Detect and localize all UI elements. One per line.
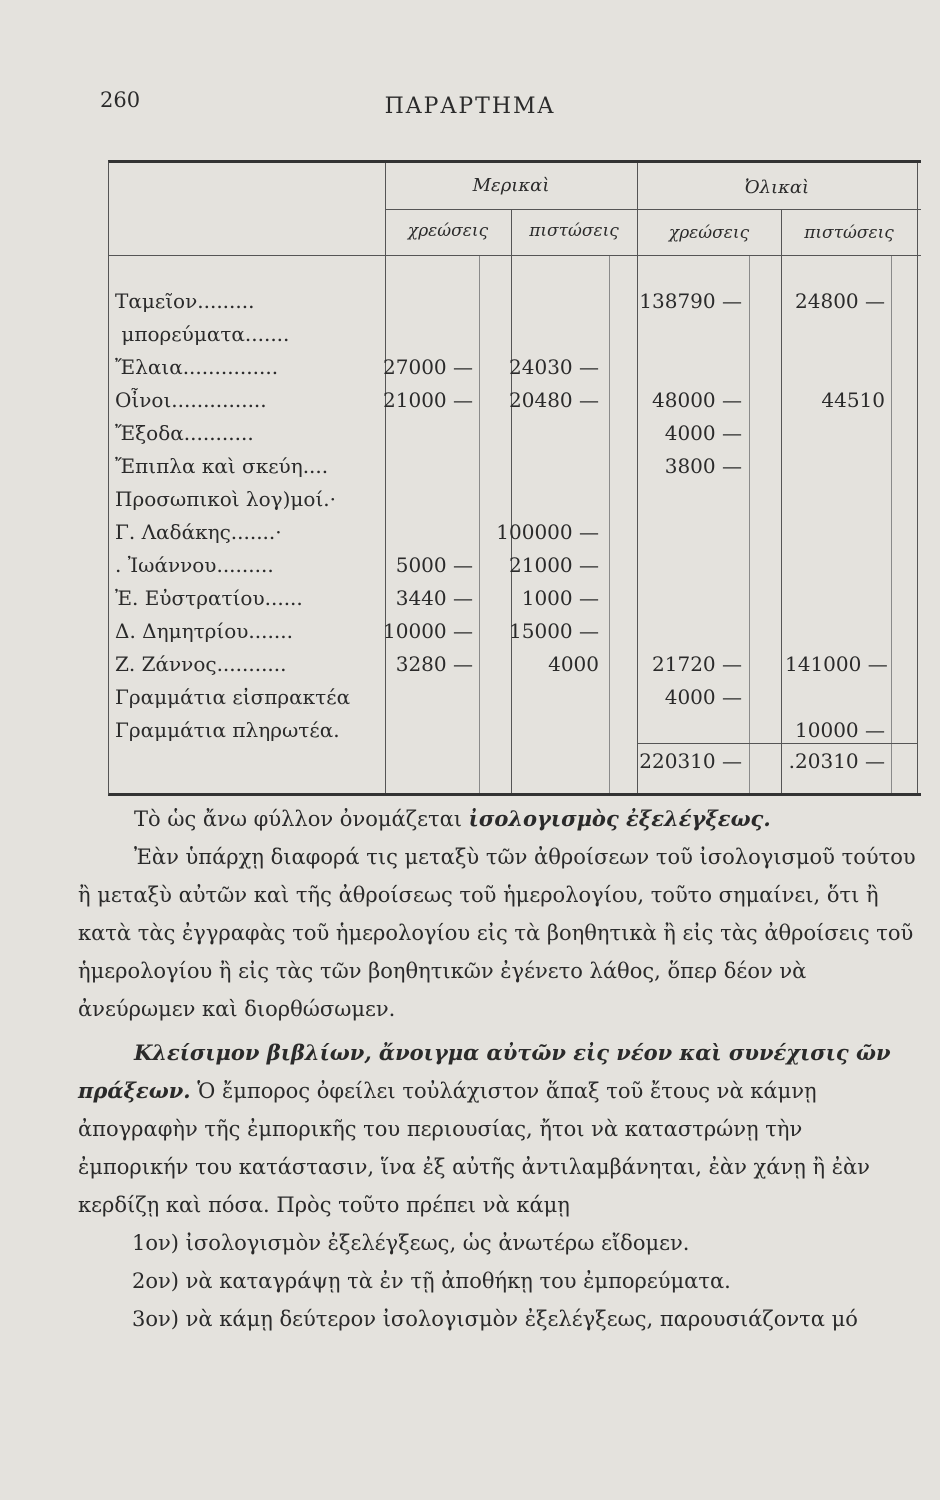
account-label: Ταμεῖον......... <box>115 289 255 313</box>
total-credit: 24800 — <box>795 289 885 313</box>
header-divider <box>385 209 921 210</box>
total-debit: 3800 — <box>664 454 742 478</box>
account-label: Δ. Δημητρίου....... <box>115 619 293 643</box>
partial-credit: 1000 — <box>521 586 599 610</box>
header-total: Ὀλικαὶ <box>744 177 810 198</box>
trial-balance-table <box>108 160 921 796</box>
header-partial-debits: χρεώσεις <box>407 221 489 241</box>
header-partial: Μερικαὶ <box>472 175 550 196</box>
partial-debit: 27000 — <box>383 355 473 379</box>
header-partial-credits: πιστώσεις <box>529 221 619 241</box>
table-row <box>109 487 921 520</box>
running-head: ΠΑΡΑΡΤΗΜΑ <box>384 94 556 119</box>
account-label: Ἔξοδα........... <box>115 421 254 445</box>
totals-row <box>109 749 921 782</box>
partial-debit: 10000 — <box>383 619 473 643</box>
total-credits-sum: .20310 — <box>788 749 885 773</box>
partial-debit: 21000 — <box>383 388 473 412</box>
total-debit: 48000 — <box>652 388 742 412</box>
table-row <box>109 619 921 652</box>
account-label: Οἶνοι............... <box>115 388 267 412</box>
table-row <box>109 289 921 322</box>
account-label: Ἔπιπλα καὶ σκεύη.... <box>115 454 329 478</box>
sentence-text: Τὸ ὡς ἄνω φύλλον ὀνομάζεται <box>134 807 469 831</box>
header-total-credits: πιστώσεις <box>804 223 894 243</box>
account-label: Γραμμάτια πληρωτέα. <box>115 718 340 742</box>
total-credit: 141000 — <box>785 652 888 676</box>
account-label: ̓ μπορεύματα....... <box>115 322 290 346</box>
table-row <box>109 553 921 586</box>
partial-debit: 5000 — <box>395 553 473 577</box>
paragraph-difference: Ἐὰν ὑπάρχῃ διαφορά τις μεταξὺ τῶν ἀθροίσεων τοῦ ἰσολογισμοῦ τούτου ἢ μεταξὺ αὐτῶν καὶ τῆς ἀθροίσεως τοῦ ἡμερολογίου, τοῦτο σημαίνει, ὅτι ἢ κατὰ τὰς ἐγγραφὰς τοῦ ἡμερολογίου εἰς τὰ βοηθητικὰ ἢ εἰς τὰς ἀθροίσεις τοῦ ἡμερολογίου ἢ εἰς τὰς τῶν βοηθητικῶν ἐγένετο λάθος, ὅπερ δέον νὰ ἀνεύρωμεν καὶ διορθώσωμεν. <box>78 845 916 1021</box>
section-heading: Κλείσιμον βιβλίων, ἄνοιγμα αὐτῶν εἰς νέον καὶ συνέχισις ῶν πράξεων. <box>78 1040 891 1103</box>
paragraph-closing-books <box>78 1034 918 1224</box>
total-debit: 4000 — <box>664 421 742 445</box>
account-label: Γραμμάτια εἰσπρακτέα <box>115 685 351 709</box>
table-row <box>109 586 921 619</box>
header-divider <box>109 255 921 256</box>
total-debit: 138790 — <box>639 289 742 313</box>
body-text <box>78 800 918 1338</box>
sentence-definition <box>78 800 918 838</box>
table-row <box>109 421 921 454</box>
total-debits-sum: 220310 — <box>639 749 742 773</box>
sum-rule <box>637 743 917 744</box>
list-item: 2ον) νὰ καταγράψῃ τὰ ἐν τῇ ἀποθήκῃ του ἐμπορεύματα. <box>132 1269 731 1293</box>
table-row <box>109 322 921 355</box>
partial-credit: 100000 — <box>496 520 599 544</box>
table-row <box>109 388 921 421</box>
partial-credit: 15000 — <box>509 619 599 643</box>
account-label: Ζ. Ζάννος........... <box>115 652 287 676</box>
page-number: 260 <box>100 88 141 112</box>
list-item: 1ον) ἰσολογισμὸν ἐξελέγξεως, ὡς ἀνωτέρω εἴδομεν. <box>132 1231 690 1255</box>
partial-credit: 4000 <box>548 652 599 676</box>
partial-credit: 20480 — <box>509 388 599 412</box>
total-credit: 10000 — <box>795 718 885 742</box>
table-row <box>109 355 921 388</box>
total-debit: 4000 — <box>664 685 742 709</box>
partial-debit: 3280 — <box>395 652 473 676</box>
table-row <box>109 454 921 487</box>
section-body: Ὁ ἔμπορος ὀφείλει τοὐλάχιστον ἅπαξ τοῦ ἔτους νὰ κάμνῃ ἀπογραφὴν τῆς ἐμπορικῆς του περιουσίας, ἤτοι νὰ καταστρώνῃ τὴν ἐμπορικήν του κατάστασιν, ἵνα ἐξ αὐτῆς ἀντιλαμβάνηται, ἐὰν χάνῃ ἢ ἐὰν κερδίζῃ καὶ πόσα. Πρὸς τοῦτο πρέπει νὰ κάμῃ <box>78 1079 870 1217</box>
table-row <box>109 652 921 685</box>
account-label: Προσωπικοὶ λογ)μοί.· <box>115 487 336 511</box>
table-row <box>109 685 921 718</box>
partial-credit: 21000 — <box>509 553 599 577</box>
list-item: 3ον) νὰ κάμῃ δεύτερον ἰσολογισμὸν ἐξελέγξεως, παρουσιάζοντα μό <box>132 1307 858 1331</box>
total-credit: 44510 <box>821 388 885 412</box>
term-trial-balance: ἰσολογισμὸς ἐξελέγξεως. <box>468 806 771 831</box>
header-total-debits: χρεώσεις <box>668 223 750 243</box>
account-label: . Ἰωάννου......... <box>115 553 274 577</box>
total-debit: 21720 — <box>652 652 742 676</box>
partial-debit: 3440 — <box>395 586 473 610</box>
account-label: Ἔλαια............... <box>115 355 279 379</box>
account-label: Ἐ. Εὐστρατίου...... <box>115 586 303 610</box>
account-label: Γ. Λαδάκης.......· <box>115 520 282 544</box>
table-row <box>109 520 921 553</box>
partial-credit: 24030 — <box>509 355 599 379</box>
table-row <box>109 718 921 751</box>
